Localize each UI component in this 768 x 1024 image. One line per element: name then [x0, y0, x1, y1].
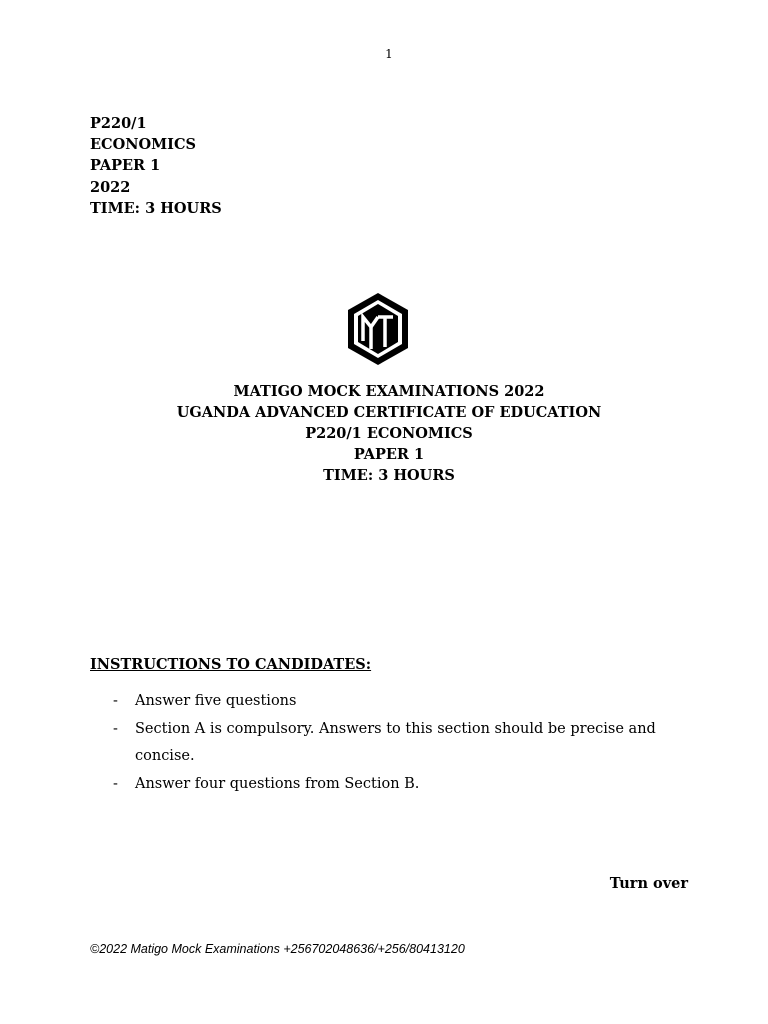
- instruction-text: Section A is compulsory. Answers to this section should be precise and concise.: [135, 720, 656, 764]
- exam-duration: TIME: 3 HOURS: [90, 199, 222, 217]
- instructions-list: [90, 688, 680, 798]
- list-item: [90, 716, 680, 771]
- dash-bullet: -: [113, 693, 118, 709]
- dash-bullet: -: [113, 775, 118, 792]
- list-item: [90, 771, 680, 799]
- exam-series-title: MATIGO MOCK EXAMINATIONS 2022: [233, 383, 545, 400]
- instruction-text: Answer four questions from Section B.: [135, 775, 420, 792]
- paper-header: [90, 113, 222, 219]
- certificate-title: UGANDA ADVANCED CERTIFICATE OF EDUCATION: [176, 404, 602, 422]
- list-item: [90, 688, 680, 716]
- paper-number: PAPER 1: [90, 157, 161, 175]
- instructions-heading: INSTRUCTIONS TO CANDIDATES:: [90, 656, 372, 673]
- mt-hexagon-logo-icon: [345, 291, 411, 367]
- paper-subject-title: P220/1 ECONOMICS: [305, 425, 473, 443]
- duration-title: TIME: 3 HOURS: [323, 467, 455, 485]
- copyright-footer: ©2022 Matigo Mock Examinations +256702048636/+256/80413120: [90, 942, 465, 956]
- page-number: 1: [385, 47, 393, 61]
- turn-over-note: Turn over: [609, 875, 688, 892]
- instruction-text: Answer five questions: [135, 693, 297, 709]
- exam-year: 2022: [90, 178, 131, 196]
- subject-name: ECONOMICS: [90, 136, 196, 154]
- dash-bullet: -: [113, 720, 118, 737]
- paper-number-title: PAPER 1: [353, 446, 425, 464]
- paper-code: P220/1: [90, 115, 147, 132]
- exam-title-block: [0, 381, 768, 486]
